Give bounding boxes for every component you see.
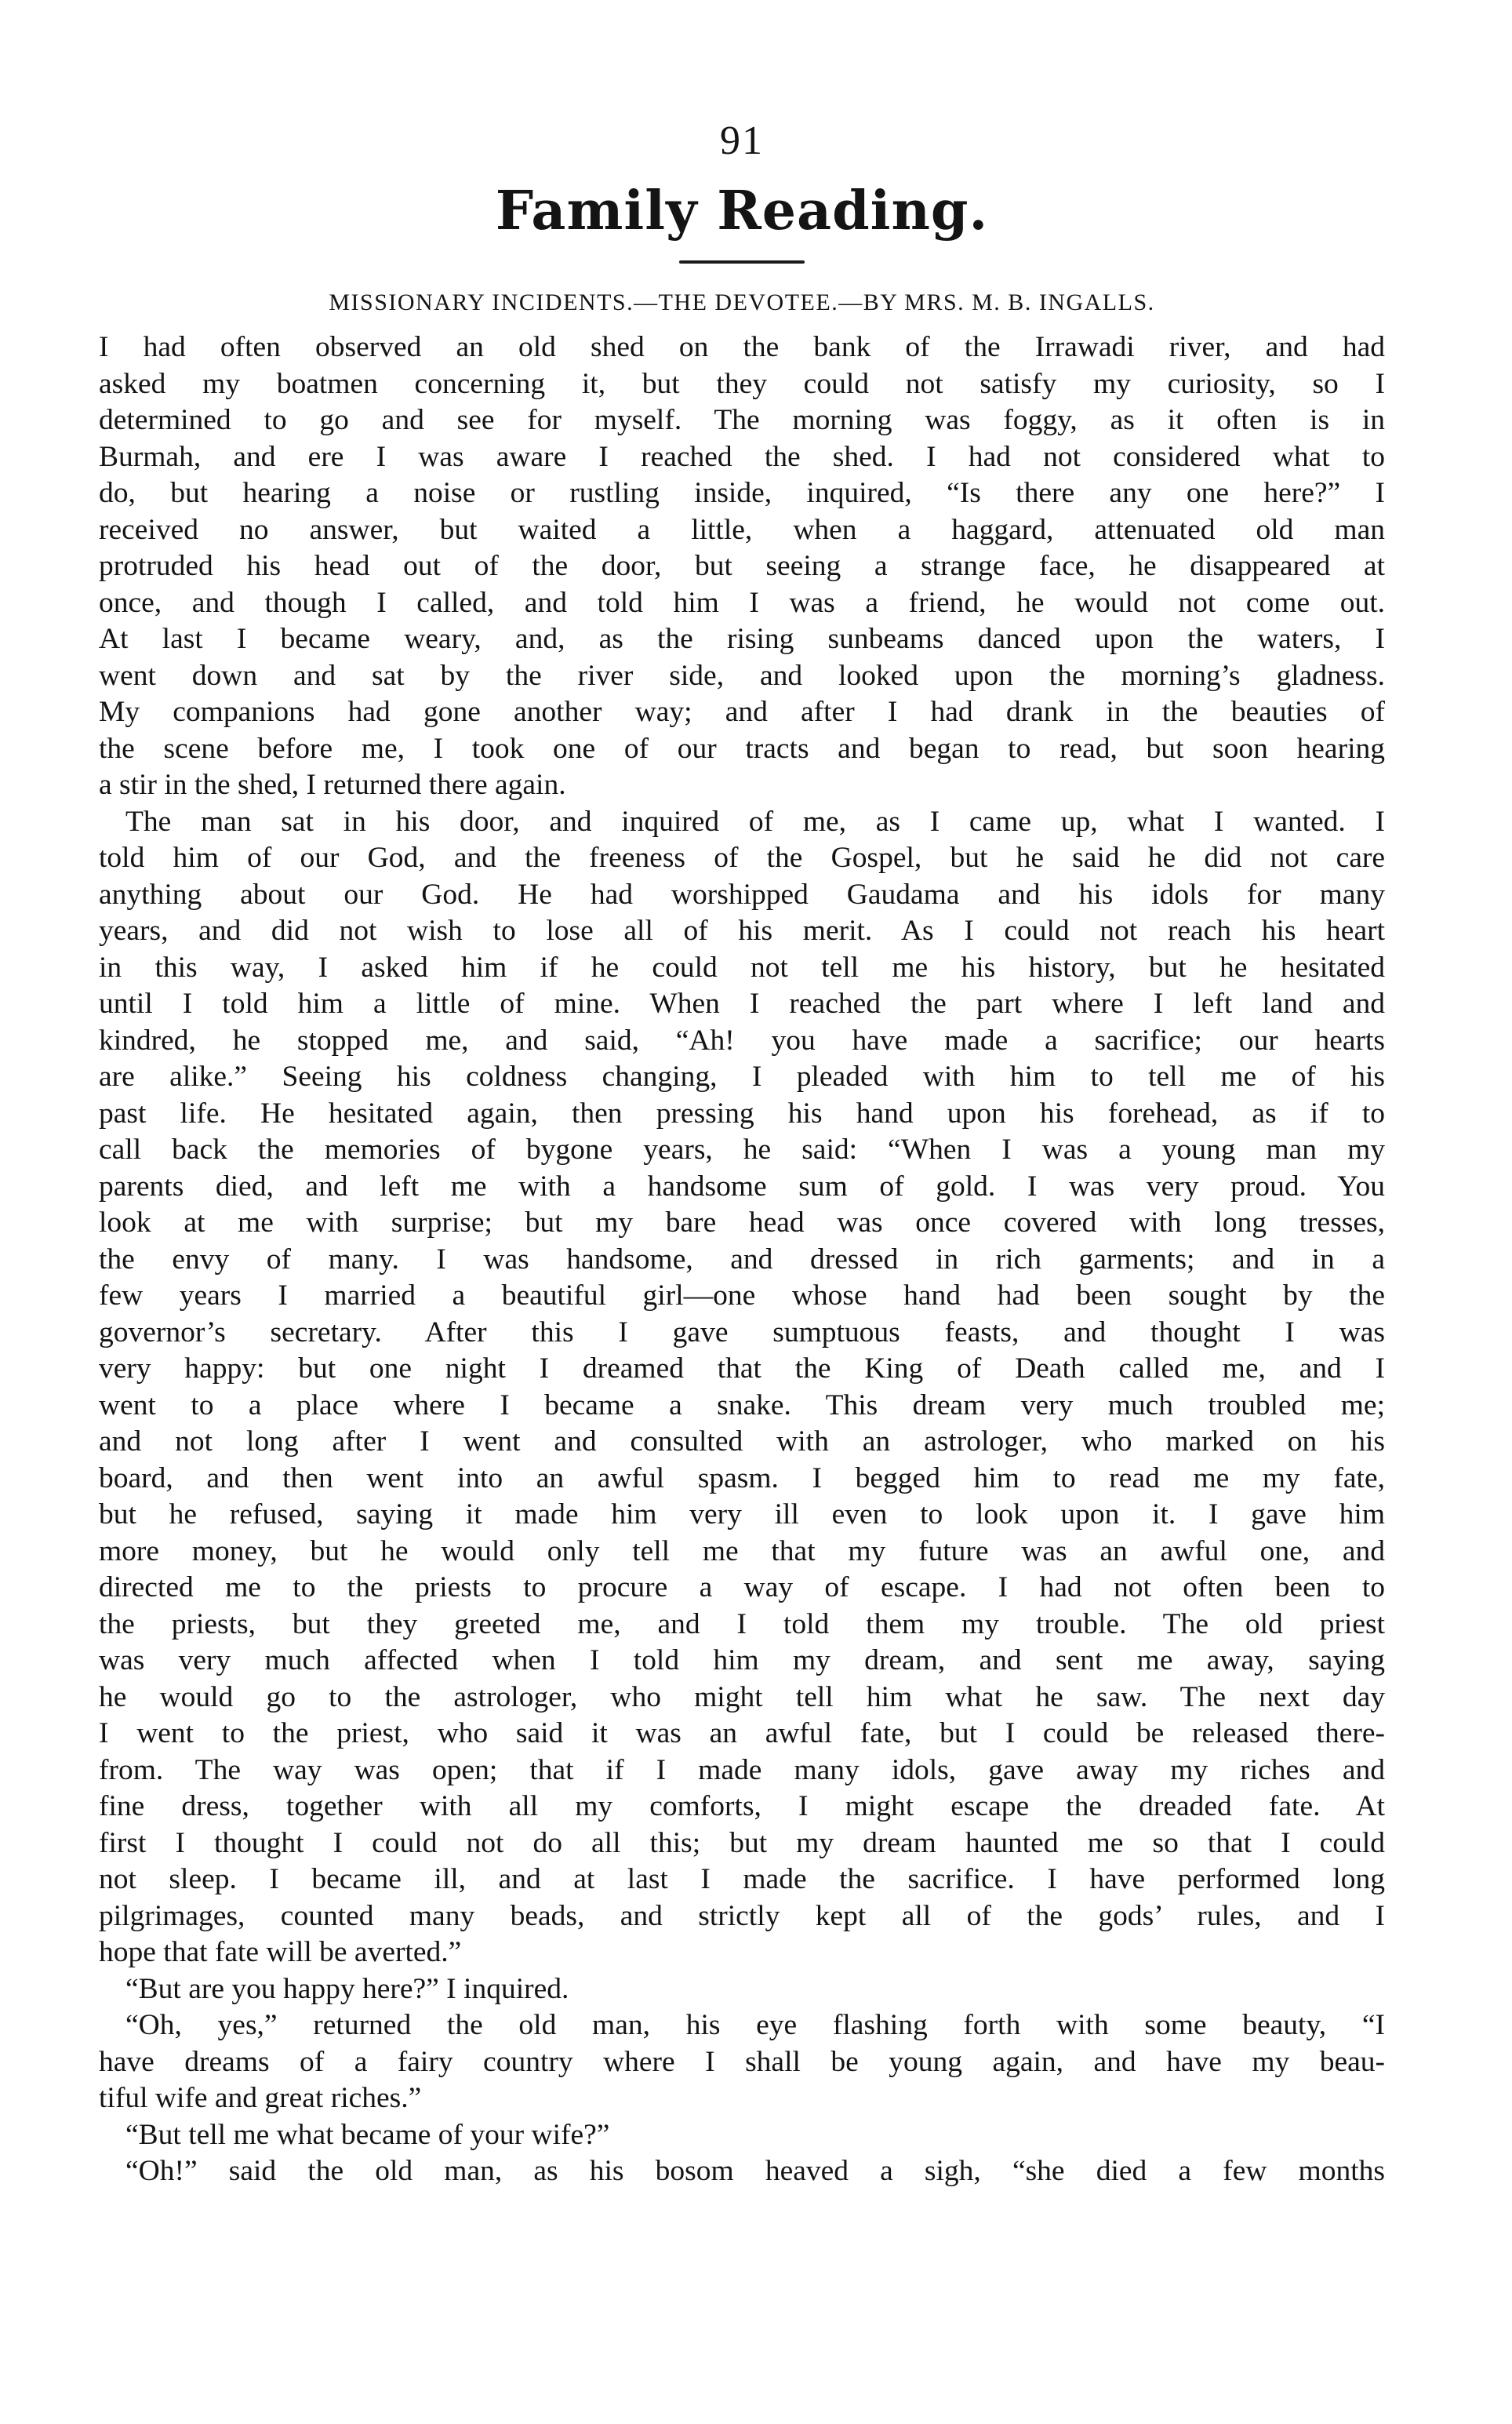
text-line: “But are you happy here?” I inquired.: [125, 1972, 569, 2005]
text-line: until I told him a little of mine. When I reached the part where I left land and: [99, 988, 1385, 1020]
text-line: few years I married a beautiful girl—one whose hand had been sought by the: [99, 1279, 1385, 1312]
text-line: more money, but he would only tell me that my future was an awful one, and: [99, 1534, 1385, 1567]
title-divider: [679, 260, 805, 264]
text-line: I had often observed an old shed on the bank of the Irrawadi river, and had: [99, 331, 1385, 363]
text-line: went to a place where I became a snake. This dream very much troubled me;: [99, 1389, 1385, 1421]
text-line: “Oh!” said the old man, as his bosom heaved a sigh, “she died a few months: [125, 2155, 1385, 2187]
article-heading: MISSIONARY INCIDENTS.—THE DEVOTEE.—BY MRS. M. B. INGALLS.: [329, 289, 1155, 315]
text-line: My companions had gone another way; and after I had drank in the beauties of: [99, 696, 1385, 728]
text-line: parents died, and left me with a handsome sum of gold. I was very proud. You: [99, 1170, 1385, 1203]
text-line: pilgrimages, counted many beads, and strictly kept all of the gods’ rules, and I: [99, 1899, 1385, 1932]
text-line: look at me with surprise; but my bare head was once covered with long tresses,: [99, 1207, 1385, 1239]
text-line: once, and though I called, and told him I was a friend, he would not come out.: [99, 586, 1385, 619]
text-line: the envy of many. I was handsome, and dressed in rich garments; and in a: [99, 1243, 1385, 1276]
text-line: asked my boatmen concerning it, but they could not satisfy my curiosity, so I: [99, 367, 1385, 400]
text-line: a stir in the shed, I returned there again.: [99, 769, 566, 801]
text-line: very happy: but one night I dreamed that the King of Death called me, and I: [99, 1352, 1385, 1385]
text-line: At last I became weary, and, as the rising sunbeams danced upon the waters, I: [99, 623, 1385, 655]
text-line: governor’s secretary. After this I gave sumptuous feasts, and thought I was: [99, 1316, 1385, 1348]
article-body: [99, 329, 1385, 2190]
text-line: the scene before me, I took one of our tracts and began to read, but soon hearing: [99, 732, 1385, 765]
text-line: do, but hearing a noise or rustling inside, inquired, “Is there any one here?” I: [99, 477, 1385, 509]
text-line: hope that fate will be averted.”: [99, 1936, 462, 1968]
text-line: from. The way was open; that if I made many idols, gave away my riches and: [99, 1753, 1385, 1786]
text-line: years, and did not wish to lose all of his merit. As I could not reach his heart: [99, 915, 1385, 947]
text-line: determined to go and see for myself. The morning was foggy, as it often is in: [99, 404, 1385, 436]
text-line: he would go to the astrologer, who might tell him what he saw. The next day: [99, 1680, 1385, 1713]
text-line: I went to the priest, who said it was an awful fate, but I could be released there-: [99, 1717, 1385, 1749]
text-line: “But tell me what became of your wife?”: [125, 2118, 610, 2151]
text-line: not sleep. I became ill, and at last I made the sacrifice. I have performed long: [99, 1863, 1385, 1895]
text-line: in this way, I asked him if he could not tell me his history, but he hesitated: [99, 951, 1385, 984]
text-line: protruded his head out of the door, but seeing a strange face, he disappeared at: [99, 550, 1385, 582]
text-line: the priests, but they greeted me, and I told them my trouble. The old priest: [99, 1607, 1385, 1640]
text-line: Burmah, and ere I was aware I reached the shed. I had not considered what to: [99, 440, 1385, 473]
text-line: was very much affected when I told him my dream, and sent me away, saying: [99, 1644, 1385, 1676]
section-title: Family Reading.: [495, 180, 989, 242]
text-line: fine dress, together with all my comforts, I might escape the dreaded fate. At: [99, 1790, 1385, 1822]
text-line: received no answer, but waited a little, when a haggard, attenuated old man: [99, 513, 1385, 546]
document-page: [99, 118, 1385, 2377]
text-line: told him of our God, and the freeness of the Gospel, but he said he did not care: [99, 842, 1385, 874]
text-line: “Oh, yes,” returned the old man, his eye flashing forth with some beauty, “I: [125, 2009, 1385, 2041]
text-line: call back the memories of bygone years, he said: “When I was a young man my: [99, 1134, 1385, 1166]
text-line: board, and then went into an awful spasm. I begged him to read me my fate,: [99, 1461, 1385, 1494]
text-line: anything about our God. He had worshipped Gaudama and his idols for many: [99, 878, 1385, 911]
text-line: past life. He hesitated again, then pressing his hand upon his forehead, as if to: [99, 1097, 1385, 1130]
text-line: The man sat in his door, and inquired of me, as I came up, what I wanted. I: [125, 805, 1385, 838]
text-line: went down and sat by the river side, and looked upon the morning’s gladness.: [99, 659, 1385, 692]
text-line: directed me to the priests to procure a way of escape. I had not often been to: [99, 1571, 1385, 1603]
text-line: tiful wife and great riches.”: [99, 2082, 422, 2114]
text-line: have dreams of a fairy country where I shall be young again, and have my beau-: [99, 2045, 1385, 2078]
text-line: first I thought I could not do all this; but my dream haunted me so that I could: [99, 1826, 1385, 1859]
text-line: but he refused, saying it made him very ill even to look upon it. I gave him: [99, 1498, 1385, 1530]
page-number: 91: [720, 118, 764, 163]
text-line: and not long after I went and consulted with an astrologer, who marked on his: [99, 1425, 1385, 1458]
text-line: are alike.” Seeing his coldness changing, I pleaded with him to tell me of his: [99, 1061, 1385, 1093]
text-line: kindred, he stopped me, and said, “Ah! you have made a sacrifice; our hearts: [99, 1024, 1385, 1057]
